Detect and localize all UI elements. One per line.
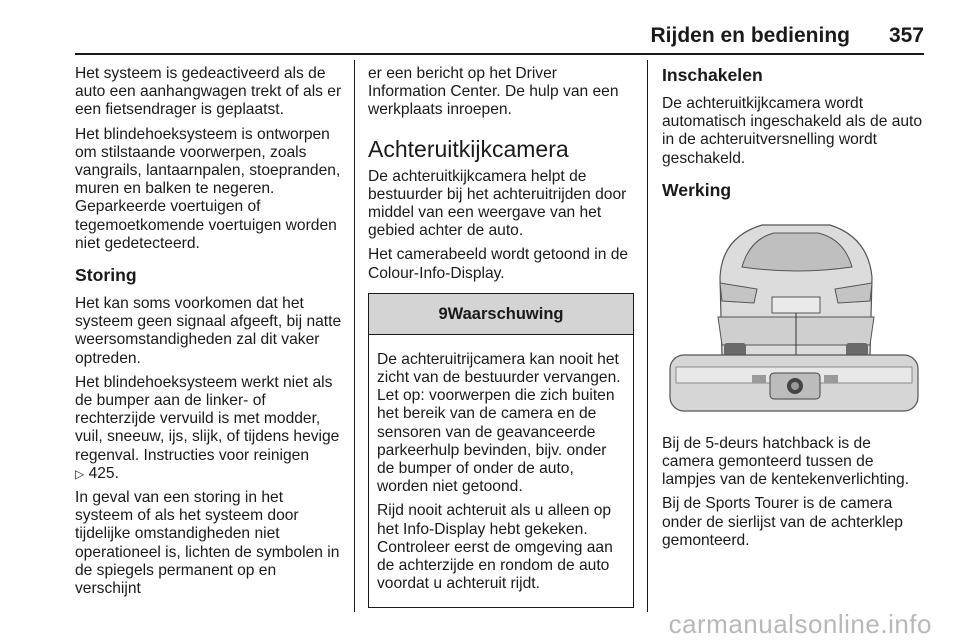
warning-title: Waarschuwing xyxy=(447,304,564,323)
achteruitkijkcamera-heading: Achteruitkijkcamera xyxy=(368,135,569,162)
warning-body xyxy=(369,335,633,608)
arrow-icon: ▷ xyxy=(75,466,85,481)
watermark: carmanualsonline.info xyxy=(668,609,932,639)
column-middle xyxy=(368,65,634,608)
werking-heading: Werking xyxy=(662,179,732,200)
paragraph xyxy=(75,374,343,483)
warning-paragraph: De achteruitrijcamera kan nooit het zicht van de bestuurder vervangen. Let op: voorwerpen die zich buiten het bereik van de camera en de sensoren van de geavanceerde parkeerhulp bevinden, bijv. onder de bumper of onder de auto, worden niet getoond. xyxy=(377,350,621,496)
inschakelen-heading: Inschakelen xyxy=(662,65,763,85)
warning-header xyxy=(369,294,633,335)
paragraph: Bij de 5-deurs hatchback is de camera gemonteerd tussen de lampjes van de kentekenverlichting. xyxy=(662,434,910,489)
header-divider xyxy=(75,53,924,55)
paragraph: Het systeem is gedeactiveerd als de auto een aanhangwagen trekt of als er een fietsendrager is geplaatst. xyxy=(75,65,342,119)
section-title: Rijden en bediening xyxy=(650,24,850,47)
warning-triangle-icon: 9 xyxy=(438,304,448,323)
paragraph: er een bericht op het Driver Information Center. De hulp van een werkplaats inroepen. xyxy=(368,65,619,119)
storing-heading: Storing xyxy=(75,265,137,286)
page-header xyxy=(0,0,960,56)
warning-paragraph: Rijd nooit achteruit als u alleen op het Info-Display hebt gekeken. Controleer eerst de omgeving aan de achterzijde en rondom de auto voordat u achteruit rijdt. xyxy=(377,502,613,593)
paragraph: Het kan soms voorkomen dat het systeem geen signaal afgeeft, bij natte weersomstandigheden zal dit vaker optreden. xyxy=(75,295,342,367)
paragraph: Bij de Sports Tourer is de camera onder de sierlijst van de achterklep gemonteerd. xyxy=(662,495,903,549)
rear-camera-illustration xyxy=(662,217,926,417)
car-rear-drawing xyxy=(662,217,926,417)
warning-box xyxy=(368,293,634,609)
column-left xyxy=(75,65,343,604)
column-divider xyxy=(354,60,355,612)
column-divider xyxy=(647,60,648,612)
page-number: 357 xyxy=(888,24,924,47)
paragraph: Het camerabeeld wordt getoond in de Colour-Info-Display. xyxy=(368,246,629,282)
column-right xyxy=(662,65,926,556)
paragraph: Het blindehoeksysteem is ontworpen om stilstaande voorwerpen, zoals vangrails, lantaarnpalen, stoepranden, muren en balken te negeren. Geparkeerde voertuigen of tegemoetkomende voertuigen worden niet gedetecteerd. xyxy=(75,125,341,252)
paragraph: De achteruitkijkcamera helpt de bestuurder bij het achteruitrijden door middel van een weergave van het gebied achter de auto. xyxy=(368,167,627,240)
paragraph-text: Het blindehoeksysteem werkt niet als de bumper aan de linker- of rechterzijde vervuild is met modder, vuil, sneeuw, ijs, slijk, of tijdens hevige regenval. Instructies voor reinigen xyxy=(75,373,340,464)
paragraph: De achteruitkijkcamera wordt automatisch ingeschakeld als de auto in de achteruitversnelling wordt geschakeld. xyxy=(662,95,923,167)
paragraph: In geval van een storing in het systeem of als het systeem door tijdelijke omstandigheden niet operationeel is, lichten de symbolen in de spiegels permanent op en verschijnt xyxy=(75,489,340,598)
page-reference[interactable]: 425. xyxy=(88,464,119,482)
